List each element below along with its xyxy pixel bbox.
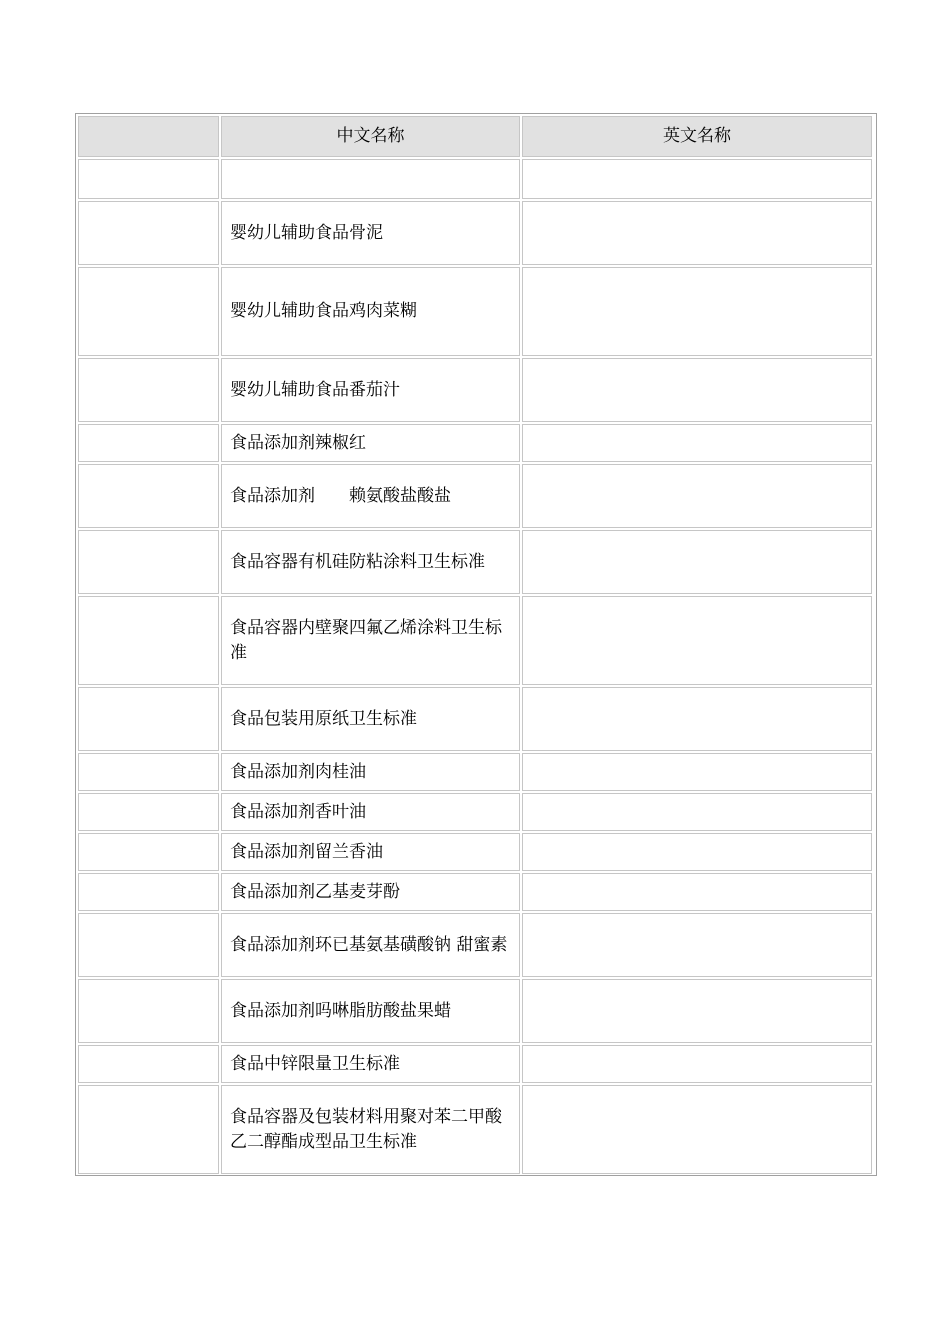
cell-number [78,979,219,1043]
table-body [78,159,872,1174]
cell-english-name [522,913,872,977]
header-chinese-name: 中文名称 [221,116,520,157]
cell-english-name [522,753,872,791]
table-row [78,873,872,911]
table-row [78,464,872,528]
cell-chinese-name: 食品添加剂环已基氨基磺酸钠 甜蜜素 [221,913,520,977]
cell-english-name [522,596,872,685]
standards-table-frame [75,113,877,1176]
cell-number [78,1045,219,1083]
table-row [78,833,872,871]
cell-chinese-name: 食品添加剂 赖氨酸盐酸盐 [221,464,520,528]
cell-number [78,1085,219,1174]
header-number [78,116,219,157]
cell-english-name [522,873,872,911]
cell-chinese-name: 食品添加剂乙基麦芽酚 [221,873,520,911]
cell-english-name [522,687,872,751]
cell-english-name [522,424,872,462]
table-row [78,267,872,356]
cell-chinese-name: 食品添加剂辣椒红 [221,424,520,462]
cell-number [78,833,219,871]
cell-english-name [522,358,872,422]
standards-table [76,114,874,1176]
header-english-name: 英文名称 [522,116,872,157]
cell-english-name [522,793,872,831]
cell-english-name [522,464,872,528]
table-row [78,687,872,751]
cell-number [78,913,219,977]
table-row [78,753,872,791]
cell-chinese-name: 食品容器有机硅防粘涂料卫生标准 [221,530,520,594]
cell-chinese-name [221,159,520,199]
table-row [78,358,872,422]
cell-chinese-name: 食品中锌限量卫生标准 [221,1045,520,1083]
table-row [78,1045,872,1083]
cell-chinese-name: 食品容器及包装材料用聚对苯二甲酸乙二醇酯成型品卫生标准 [221,1085,520,1174]
table-header-row [78,116,872,157]
table-row [78,201,872,265]
cell-chinese-name: 食品添加剂香叶油 [221,793,520,831]
cell-english-name [522,1085,872,1174]
cell-number [78,596,219,685]
cell-english-name [522,1045,872,1083]
cell-number [78,267,219,356]
cell-chinese-name: 食品包装用原纸卫生标准 [221,687,520,751]
cell-chinese-name: 婴幼儿辅助食品骨泥 [221,201,520,265]
cell-number [78,687,219,751]
cell-number [78,753,219,791]
cell-english-name [522,979,872,1043]
cell-english-name [522,530,872,594]
table-row [78,793,872,831]
cell-number [78,201,219,265]
cell-chinese-name: 食品添加剂吗啉脂肪酸盐果蜡 [221,979,520,1043]
cell-english-name [522,201,872,265]
cell-chinese-name: 食品添加剂肉桂油 [221,753,520,791]
table-row [78,596,872,685]
cell-number [78,159,219,199]
table-row [78,913,872,977]
cell-english-name [522,159,872,199]
table-row [78,1085,872,1174]
cell-number [78,358,219,422]
cell-number [78,530,219,594]
table-row [78,159,872,199]
cell-number [78,464,219,528]
cell-number [78,793,219,831]
cell-chinese-name: 婴幼儿辅助食品鸡肉菜糊 [221,267,520,356]
cell-english-name [522,833,872,871]
table-row [78,979,872,1043]
cell-chinese-name: 食品添加剂留兰香油 [221,833,520,871]
table-row [78,424,872,462]
cell-chinese-name: 食品容器内壁聚四氟乙烯涂料卫生标准 [221,596,520,685]
cell-number [78,873,219,911]
table-row [78,530,872,594]
cell-chinese-name: 婴幼儿辅助食品番茄汁 [221,358,520,422]
cell-number [78,424,219,462]
cell-english-name [522,267,872,356]
